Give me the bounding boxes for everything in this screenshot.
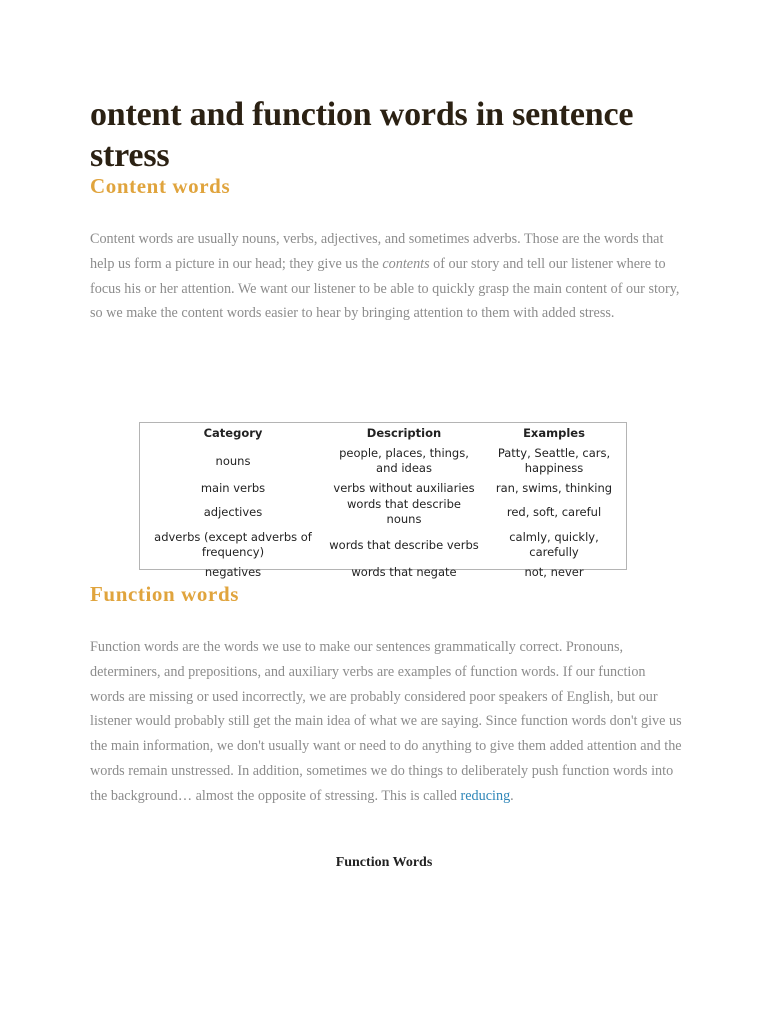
table-cell-examples: calmly, quickly, carefully [509,530,599,559]
table-cell-description: words that negate [351,564,457,579]
table-row [140,443,626,479]
table-row [140,563,626,581]
table-header-row [140,423,626,443]
table-cell-category: nouns [215,453,251,468]
function-para-text: Function words are the words we use to make our sentences grammatically correct. Pronouns, determiners, and prepositions, and auxiliary verbs are examples of function words. If our function words are missing or used incorrectly, we are probably considered poor speakers of English, but our listener would probably still get the main idea of what we are saying. Since function words don't give us the main information, we don't usually want or need to do anything to give them added attention and the words remain unstressed. In addition, sometimes we do things to deliberately push function words into the background… almost the opposite of stressing. This is called [90,639,682,804]
table-cell-examples: red, soft, careful [506,504,602,519]
function-words-heading: Function words [90,582,240,606]
table-cell-description: people, places, things, and ideas [339,446,469,475]
table-cell-description: verbs without auxiliaries [333,480,475,495]
table-cell-examples: Patty, Seattle, cars, happiness [497,446,611,475]
table-row [140,479,626,497]
table-cell-examples: ran, swims, thinking [495,480,613,495]
page-title: ontent and function words in sentence stress [90,96,634,174]
table-cell-category: negatives [204,564,262,579]
table-cell-category: adjectives [203,504,263,519]
content-para-text-1: Content words are usually nouns, verbs, adjectives, and sometimes adverbs. Those are the words that help us form a picture in our head; they give us the [90,231,664,272]
table-cell-description: words that describe verbs [329,537,479,552]
table-cell-category: main verbs [200,480,266,495]
content-words-table [140,423,626,581]
table-row [140,527,626,563]
function-para-end: . [510,787,514,804]
content-words-paragraph [90,227,682,326]
header-examples: Examples [523,426,585,440]
contents-emphasis: contents [382,255,430,272]
table-row [140,497,626,527]
reducing-link[interactable]: reducing [460,787,511,804]
function-words-paragraph [90,635,682,809]
table-cell-description: words that describe nouns [347,497,461,526]
header-category: Category [203,426,263,440]
header-description: Description [366,426,442,440]
function-words-caption: Function Words [335,855,433,870]
content-words-heading: Content words [90,174,231,198]
table-cell-examples: not, never [524,564,584,579]
content-para-text-2: of our story and tell our listener where to focus his or her attention. We want our listener to be able to quickly grasp the main content of our story, so we make the content words easier to hear by bringing attention to them with added stress. [90,255,680,322]
table-cell-category: adverbs (except adverbs of frequency) [154,530,312,559]
content-words-table-image [139,422,627,579]
